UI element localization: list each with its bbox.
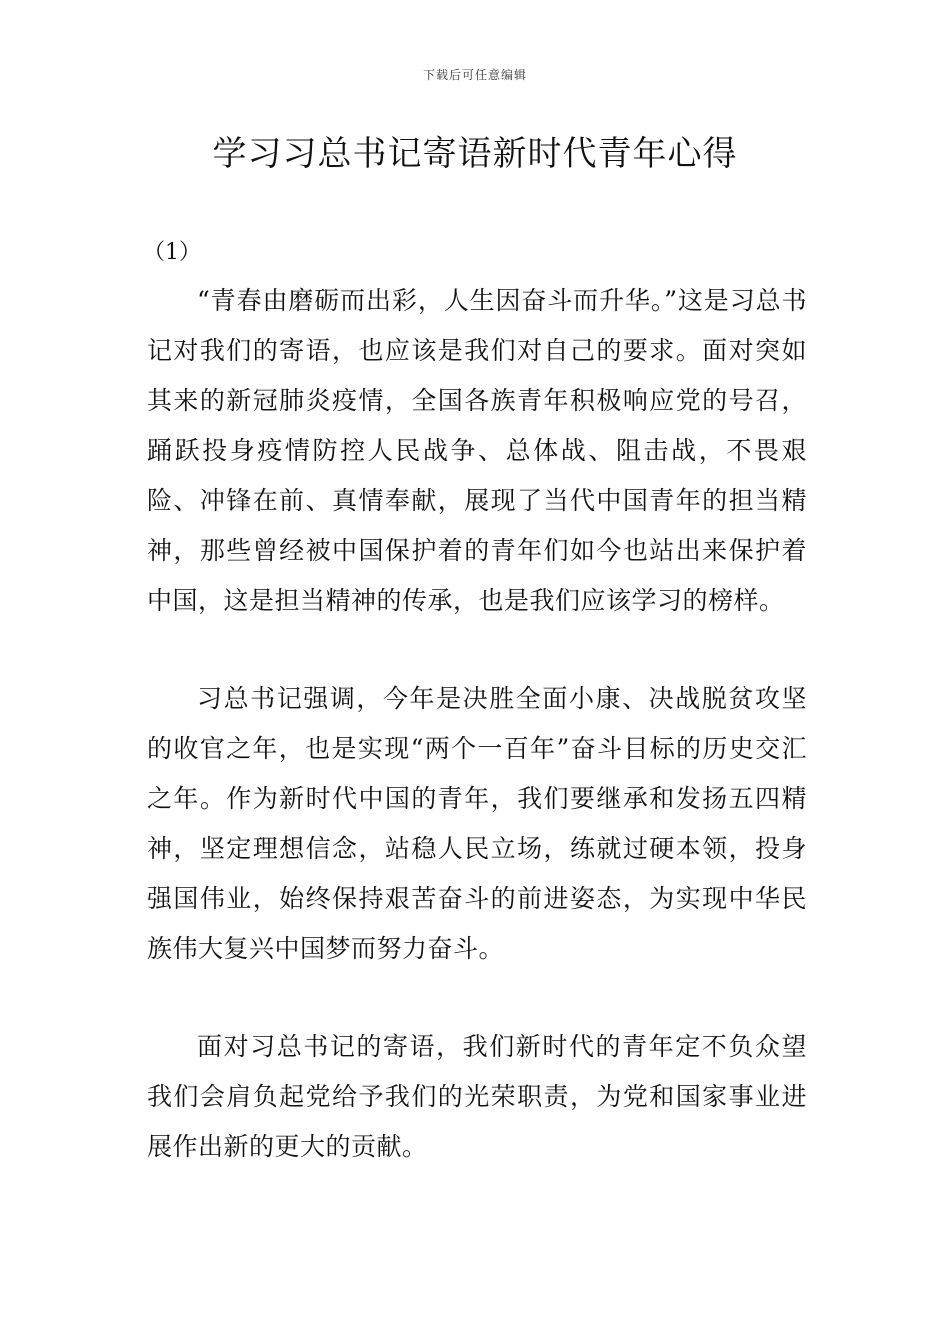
paragraph-2: 习总书记强调，今年是决胜全面小康、决战脱贫攻坚的收官之年，也是实现“两个一百年”奋斗目标的历史交汇之年。作为新时代中国的青年，我们要继承和发扬五四精神，坚定理想信念，站稳人民立场，练就过硬本领，投身强国伟业，始终保持艰苦奋斗的前进姿态，为实现中华民族伟大复兴中国梦而努力奋斗。 <box>147 684 807 963</box>
paragraph-3: 面对习总书记的寄语，我们新时代的青年定不负众望我们会肩负起党给予我们的光荣职责，为党和国家事业进展作出新的更大的贡献。 <box>147 1032 807 1161</box>
document-title: 学习习总书记寄语新时代青年心得 <box>212 134 738 174</box>
paragraph-1: “青春由磨砺而出彩，人生因奋斗而升华。”这是习总书记对我们的寄语，也应该是我们对自己的要求。面对突如其来的新冠肺炎疫情，全国各族青年积极响应党的号召，踊跃投身疫情防控人民战争、总体战、阻击战，不畏艰险、冲锋在前、真情奉献，展现了当代中国青年的担当精神，那些曾经被中国保护着的青年们如今也站出来保护着中国，这是担当精神的传承，也是我们应该学习的榜样。 <box>147 286 807 615</box>
header-note: 下载后可任意编辑 <box>422 68 527 82</box>
section-marker: （1） <box>143 240 201 265</box>
